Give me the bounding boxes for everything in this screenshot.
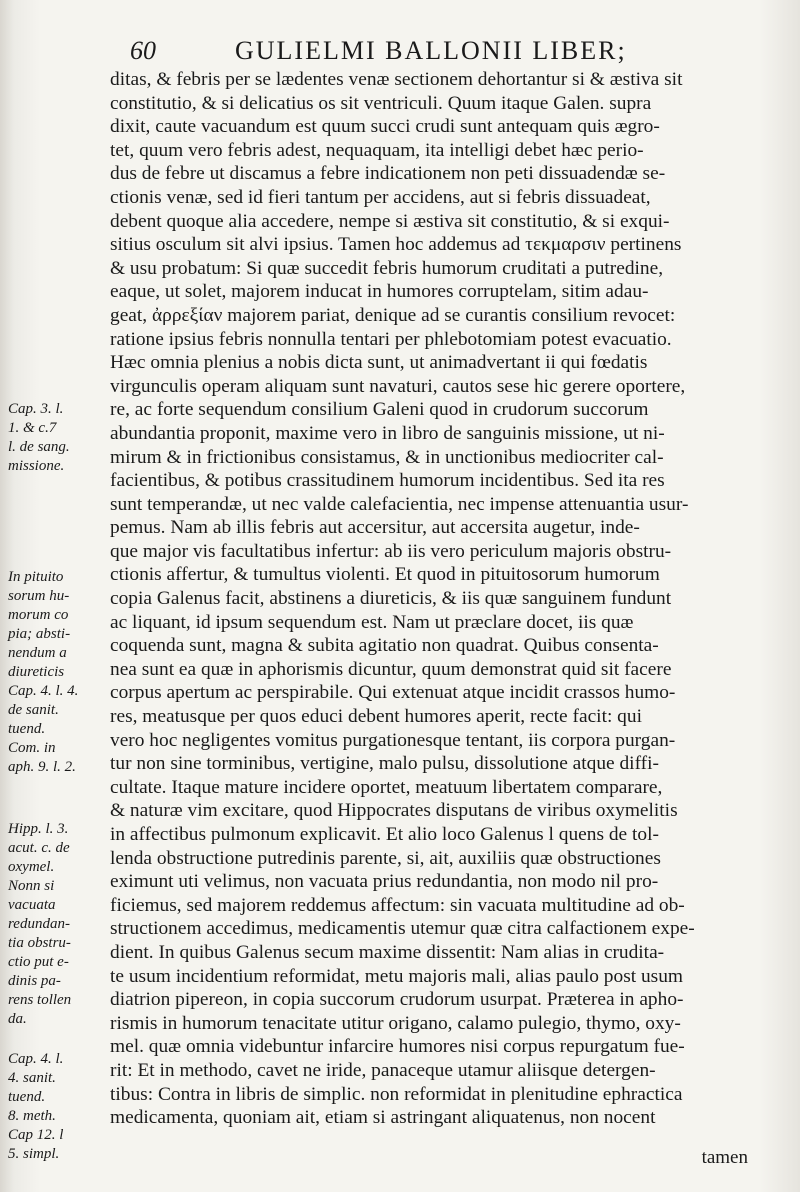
page-number: 60: [130, 36, 156, 65]
text-line: tur non sine torminibus, vertigine, malo pulsu, dissolutione atque diffi-: [110, 753, 659, 775]
margin-note-line: aph. 9. l. 2.: [8, 759, 76, 775]
text-line: corpus apertum ac perspirabile. Qui extenuat atque incidit crassos humo-: [110, 682, 676, 704]
margin-note: [8, 1050, 63, 1164]
text-line: copia Galenus facit, abstinens a diureticis, & iis quæ sanguinem fundunt: [110, 588, 672, 610]
margin-note-line: redundan-: [8, 916, 70, 932]
text-line: res, meatusque per quos educi debent humores aperit, recte facit: qui: [110, 706, 642, 728]
text-line: te usum incidentium reformidat, metu majoris mali, alias paulo post usum: [110, 965, 683, 987]
margin-note: [8, 400, 70, 476]
text-line: structionem accedimus, medicamentis utemur quæ citra calfactionem expe-: [110, 918, 695, 940]
text-line: ratione ipsius febris nonnulla tentari per phlebotomiam potest evacuatio.: [110, 328, 672, 350]
margin-note: [8, 820, 71, 1029]
text-line: rismis in humorum tenacitate utitur origano, calamo pulegio, thymo, oxy-: [110, 1012, 681, 1034]
margin-note-line: 1. & c.7: [8, 420, 57, 436]
text-line: tibus: Contra in libris de simplic. non reformidat in plenitudine ephractica: [110, 1083, 683, 1105]
margin-note-line: acut. c. de: [8, 840, 70, 856]
text-line: dient. In quibus Galenus secum maxime dissentit: Nam alias in crudita-: [110, 941, 665, 963]
text-line: Hæc omnia plenius a nobis dicta sunt, ut animadvertant ii qui fœdatis: [110, 352, 648, 374]
margin-note-line: tuend.: [8, 721, 46, 737]
margin-note-line: l. de sang.: [8, 439, 70, 455]
margin-note-line: tuend.: [8, 1089, 46, 1105]
margin-note-line: Hipp. l. 3.: [8, 821, 69, 837]
page-header: [120, 30, 760, 70]
text-line: rit: Et in methodo, cavet ne iride, panaceque utamur aliisque detergen-: [110, 1059, 656, 1081]
text-line: ac liquant, id ipsum sequendum est. Nam ut præclare docet, iis quæ: [110, 611, 634, 633]
margin-note-line: missione.: [8, 458, 65, 474]
margin-note-line: diureticis: [8, 664, 65, 680]
margin-note-line: rens tollen: [8, 992, 72, 1008]
text-line: constitutio, & si delicatius os sit ventriculi. Quum itaque Galen. supra: [110, 92, 652, 114]
margin-note-line: 5. simpl.: [8, 1146, 60, 1162]
text-line: eaque, ut solet, majorem inducat in humores corruptelam, sitim adau-: [110, 281, 649, 303]
text-line: coquenda sunt, magna & subita agitatio non quadrat. Quibus consenta-: [110, 635, 659, 657]
text-line: eximunt uti velimus, non vacuata prius redundantia, non modo nil pro-: [110, 871, 659, 893]
text-line: lenda obstructione putredinis parente, si, ait, auxiliis quæ obstructiones: [110, 847, 661, 869]
text-line: & usu probatum: Si quæ succedit febris humorum cruditati a putredine,: [110, 257, 664, 279]
text-line: cultate. Itaque mature incidere oportet, meatuum libertatem comparare,: [110, 776, 663, 798]
margin-note-line: oxymel.: [8, 859, 55, 875]
margin-note-line: sorum hu-: [8, 588, 70, 604]
text-line: re, ac forte sequendum consilium Galeni quod in crudorum succorum: [110, 399, 649, 421]
margin-note-line: 4. sanit.: [8, 1070, 56, 1086]
text-line: virgunculis operam aliquam sunt navaturi, cautos sese hic gerere oportere,: [110, 375, 686, 397]
margin-note-line: Cap 12. l: [8, 1127, 64, 1143]
margin-note-line: dinis pa-: [8, 973, 61, 989]
margin-note-line: pia; absti-: [8, 626, 71, 642]
text-line: abundantia proponit, maxime vero in libro de sanguinis missione, ut ni-: [110, 422, 665, 444]
text-line: facientibus, & potibus crassitudinem humorum incidentibus. Sed ita res: [110, 470, 665, 492]
margin-note-line: 8. meth.: [8, 1108, 56, 1124]
text-line: & naturæ vim excitare, quod Hippocrates disputans de viribus oxymelitis: [110, 800, 678, 822]
text-line: debent quoque alia accedere, nempe si æstiva sit constitutio, & si exqui-: [110, 210, 670, 232]
margin-note-line: da.: [8, 1011, 27, 1027]
body-text: [110, 68, 770, 1130]
margin-note-line: Cap. 4. l.: [8, 1051, 64, 1067]
text-line: dus de febre ut discamus a febre indicationem non peti dissuadendæ se-: [110, 163, 666, 185]
text-line: medicamenta, quoniam ait, etiam si astringant aliquatenus, non nocent: [110, 1107, 656, 1129]
text-line: sitius osculum sit alvi ipsius. Tamen hoc addemus ad τεκμαρσιν pertinens: [110, 234, 682, 256]
margin-note: [8, 568, 78, 777]
text-line: tet, quum vero febris adest, nequaquam, ita intelligi debet hæc perio-: [110, 139, 644, 161]
margin-note-line: Com. in: [8, 740, 56, 756]
text-line: ficiemus, sed majorem reddemus affectum: sin vacuata multitudine ad ob-: [110, 894, 685, 916]
text-line: mel. quæ omnia videbuntur infarcire humores nisi corpus repurgatum fue-: [110, 1036, 685, 1058]
margin-note-line: Cap. 3. l.: [8, 401, 64, 417]
margin-note-line: tia obstru-: [8, 935, 71, 951]
margin-note-line: vacuata: [8, 897, 56, 913]
margin-note-line: ctio put e-: [8, 954, 69, 970]
margin-note-line: nendum a: [8, 645, 67, 661]
text-line: dixit, caute vacuandum est quum succi crudi sunt antequam quis ægro-: [110, 116, 660, 138]
catchword: tamen: [701, 1147, 748, 1168]
text-line: nea sunt ea quæ in aphorismis dicuntur, quum demonstrat quid sit facere: [110, 658, 672, 680]
margin-note-line: morum co: [8, 607, 69, 623]
text-line: mirum & in frictionibus consistamus, & in unctionibus mediocriter cal-: [110, 446, 664, 468]
text-line: geat, ἀρρεξίαν majorem pariat, denique ad se curantis consilium revocet:: [110, 304, 676, 326]
text-line: sunt temperandæ, ut nec valde calefacientia, nec impense attenuantia usur-: [110, 493, 689, 515]
text-line: ctionis venæ, sed id fieri tantum per accidens, aut si febris dissuadeat,: [110, 186, 651, 208]
margin-note-line: de sanit.: [8, 702, 59, 718]
text-line: diatrion pipereon, in copia succorum crudorum usurpat. Præterea in apho-: [110, 989, 684, 1011]
running-head: GULIELMI BALLONII LIBER;: [235, 36, 627, 65]
text-line: ditas, & febris per se lædentes venæ sectionem dehortantur si & æstiva sit: [110, 69, 683, 90]
margin-note-line: In pituito: [8, 569, 64, 585]
text-line: ctionis affertur, & tumultus violenti. Et quod in pituitosorum humorum: [110, 564, 660, 586]
margin-note-line: Nonn si: [8, 878, 55, 894]
text-line: vero hoc negligentes vomitus purgationesque tentant, iis corpora purgan-: [110, 729, 676, 751]
text-line: que major vis facultatibus infertur: ab iis vero periculum majoris obstru-: [110, 540, 672, 562]
margin-note-line: Cap. 4. l. 4.: [8, 683, 79, 699]
text-line: pemus. Nam ab illis febris aut accersitur, aut accersita augetur, inde-: [110, 517, 640, 539]
text-line: in affectibus pulmonum explicavit. Et alio loco Galenus l quens de tol-: [110, 824, 659, 845]
